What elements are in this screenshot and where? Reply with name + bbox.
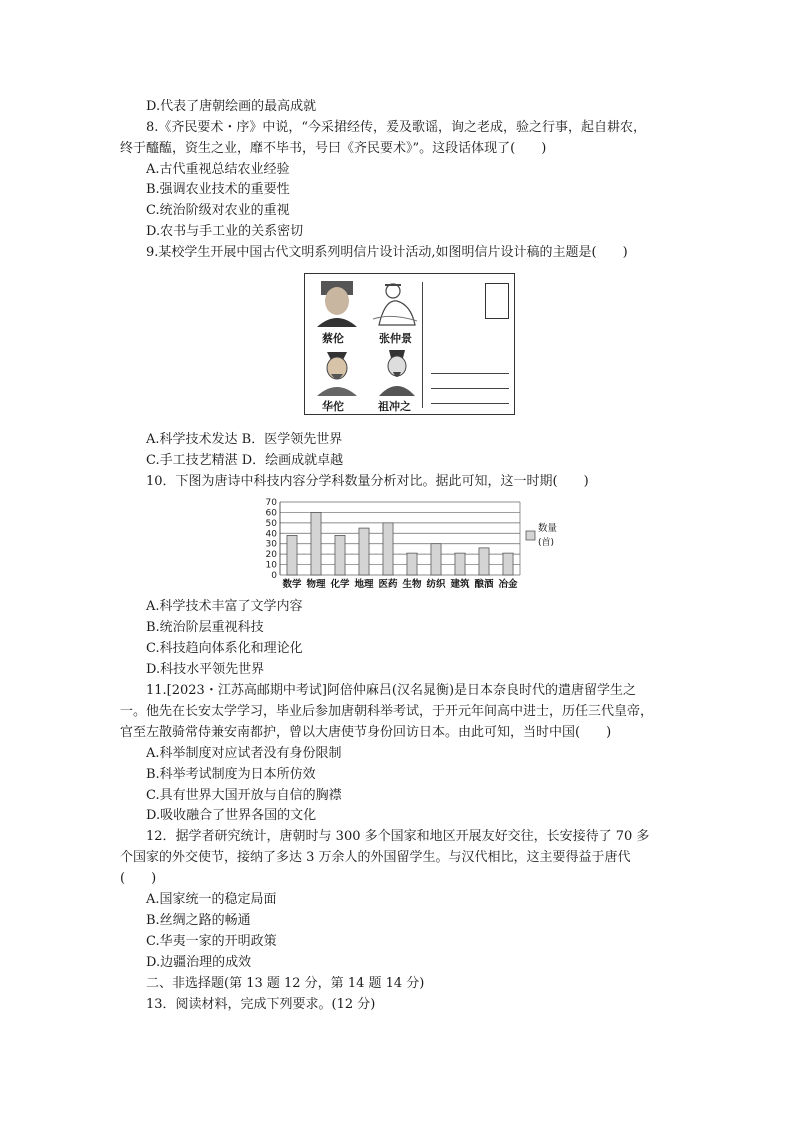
- q8-option-b: B.强调农业技术的重要性: [146, 182, 290, 197]
- x-tick-label: 酿酒: [474, 579, 494, 590]
- legend-swatch: [526, 531, 535, 540]
- q8-stem-line2: 终于醯醢，资生之业，靡不毕书，号曰《齐民要术》”。这段话体现了( ): [120, 141, 547, 156]
- q10-option-c: C.科技趋向体系化和理论化: [146, 641, 303, 656]
- y-tick-label: 50: [265, 518, 277, 529]
- q8-option-c: C.统治阶级对农业的重视: [146, 203, 290, 218]
- q8-option-d: D.农书与手工业的关系密切: [146, 224, 304, 239]
- q7-option-d: D.代表了唐朝绘画的最高成就: [146, 99, 317, 114]
- bar: [479, 548, 489, 575]
- q12-option-b: B.丝绸之路的畅通: [146, 913, 251, 928]
- q8-option-a: A.古代重视总结农业经验: [146, 162, 290, 177]
- bar: [503, 553, 513, 575]
- q9-stem: 9.某校学生开展中国古代文明系列明信片设计活动,如图明信片设计稿的主题是( ): [146, 245, 628, 260]
- bar: [359, 528, 369, 575]
- portrait-icon: [313, 279, 361, 327]
- section-heading: 二、非选择题(第 13 题 12 分，第 14 题 14 分): [146, 976, 425, 991]
- postcard-divider: [422, 282, 423, 408]
- x-tick-label: 物理: [306, 579, 326, 590]
- q13-stem: 13．阅读材料，完成下列要求。(12 分): [146, 997, 376, 1012]
- q12-option-c: C.华夷一家的开明政策: [146, 934, 277, 949]
- q11-stem-line3: 官至左散骑常侍兼安南都护，曾以大唐使节身份回访日本。由此可知，当时中国( ): [120, 725, 612, 740]
- x-tick-label: 冶金: [498, 579, 518, 590]
- legend-unit: (首): [538, 538, 555, 548]
- q12-stem-line1: 12．据学者研究统计，唐朝时与 300 多个国家和地区开展友好交往，长安接待了 70 多: [146, 829, 650, 844]
- address-line: [431, 388, 509, 389]
- bar-chart: [258, 497, 558, 591]
- x-tick-label: 医药: [378, 579, 398, 590]
- q10-option-d: D.科技水平领先世界: [146, 662, 265, 677]
- portrait-icon: [373, 348, 421, 396]
- q12-stem-line2: 个国家的外交使节，接纳了多达 3 万余人的外国留学生。与汉代相比，这主要得益于唐代: [120, 850, 631, 865]
- q10-option-a: A.科学技术丰富了文学内容: [146, 599, 303, 614]
- y-tick-label: 40: [265, 529, 277, 540]
- postcard-name: 华佗: [322, 400, 344, 413]
- postcard-name: 祖冲之: [378, 400, 411, 413]
- x-tick-label: 地理: [354, 579, 374, 590]
- x-tick-label: 建筑: [450, 579, 470, 590]
- address-line: [431, 373, 509, 374]
- q11-option-b: B.科举考试制度为日本所仿效: [146, 767, 316, 782]
- q8-stem-line1: 8.《齐民要术・序》中说，“今采捃经传，爰及歌谣，询之老成，验之行事，起自耕农，: [146, 120, 647, 135]
- bar: [431, 544, 441, 575]
- postcard-figure: [304, 273, 515, 415]
- q9-option-line1: A.科学技术发达 B．医学领先世界: [146, 432, 343, 447]
- bar: [455, 553, 465, 575]
- q11-option-a: A.科举制度对应试者没有身份限制: [146, 746, 342, 761]
- address-line: [431, 403, 509, 404]
- q11-option-d: D.吸收融合了世界各国的文化: [146, 808, 317, 823]
- bar: [407, 553, 417, 575]
- postcard-name: 张仲景: [379, 332, 412, 345]
- x-tick-label: 纺织: [426, 579, 446, 590]
- q12-option-d: D.边疆治理的成效: [146, 955, 252, 970]
- bar: [335, 535, 345, 575]
- x-tick-label: 数学: [282, 579, 302, 590]
- stamp-box: [485, 283, 509, 319]
- portrait-icon: [313, 348, 361, 396]
- portrait-icon: [371, 279, 419, 327]
- y-tick-label: 20: [265, 550, 277, 561]
- x-tick-label: 化学: [330, 579, 350, 590]
- legend-label: 数量: [538, 523, 558, 534]
- q11-option-c: C.具有世界大国开放与自信的胸襟: [146, 788, 342, 803]
- q10-stem: 10．下图为唐诗中科技内容分学科数量分析对比。据此可知，这一时期( ): [146, 474, 589, 489]
- bar: [383, 523, 393, 575]
- q11-stem-line2: 一。他先在长安太学学习，毕业后参加唐朝科举考试，于开元年间高中进士，历任三代皇帝，: [120, 704, 654, 719]
- q9-option-line2: C.手工技艺精湛 D．绘画成就卓越: [146, 453, 344, 468]
- y-tick-label: 0: [271, 571, 277, 581]
- bar: [287, 535, 297, 575]
- q12-stem-line3: ( ): [120, 871, 157, 886]
- y-tick-label: 10: [265, 560, 277, 571]
- bar: [311, 512, 321, 575]
- y-tick-label: 70: [265, 498, 277, 508]
- q12-option-a: A.国家统一的稳定局面: [146, 892, 277, 907]
- x-tick-label: 生物: [402, 579, 422, 590]
- y-tick-label: 30: [265, 539, 277, 550]
- postcard-name: 蔡伦: [322, 332, 344, 345]
- q10-option-b: B.统治阶层重视科技: [146, 620, 264, 635]
- q11-stem-line1: 11.[2023・江苏高邮期中考试]阿倍仲麻吕(汉名晁衡)是日本奈良时代的遣唐留学生之: [146, 683, 637, 698]
- y-tick-label: 60: [265, 508, 277, 519]
